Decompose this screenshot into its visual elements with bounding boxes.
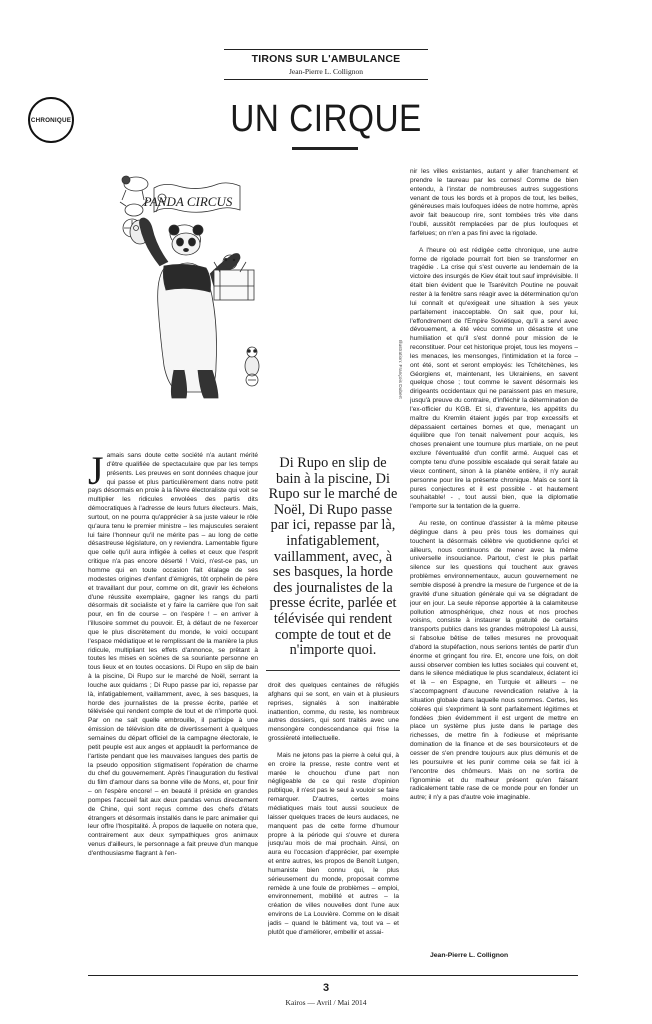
paragraph: droit des quelques centaines de réfugiés afghans qui se sont, en vain et à plusieurs reprises, signalés à son inaltérable inattention, comme, du reste, les nombreux autres dossiers, qui sont traités avec une mensongère condescendance qui frise la grossièreté intellectuelle. [268,682,399,743]
pull-quote-rule [266,670,400,671]
paragraph: Au reste, on continue d'assister à la même piteuse déglingue dans à peu près tous les domaines qui touchent la désormais célèbre vie quotidienne qu'ici et ailleurs, nous continuons de mener avec la même universelle insouciance. Partout, c'est le plus parfait silence sur les questions qui touchent aux graves problèmes environnementaux, aucun gouvernement ne semble disposé à prendre la mesure de l'urgence et de la gravité d'une situation générale qui va se dégradant de jour en jour. La seule réponse apportée à la calamiteuse pollution atmosphérique, chez nous et nos proches voisins, consiste à instaurer la gratuité de certains transports publics dans les grandes métropoles! Là aussi, si l'absolue bêtise de telles mesures ne provoquait d'abord la stupéfaction, nous serions tentés de partir d'un énorme et grinçant fou rire. Et, encore une fois, on doit aussi observer combien les luttes sociales qui couvent et, dans le silence médiatique le plus scandaleux, éclatent ici et là – en Espagne, en Turquie et ailleurs – ne s'accompagnent d'aucune revendication relative à la situation globale dans laquelle nous sommes. Certes, les colères qui s'expriment là sont parfaitement légitimes et fondées ;bien évidemment il est urgent de mettre en place un système plus juste dans le partage des richesses, de mettre fin à l'odieuse et méprisante domination de la finance et de ses boursicoteurs et de cesser de s'en prendre toujours aux plus démunis et de les poursuivre et les punir comme cela se fait ici à l'encontre des chômeurs. Mais on ne sortira de l'ignominie et du malheur présent qu'en faisant radicalement table rase de ce monde pour en fonder un autre; il n'y a pas d'autre voie imaginable. [410,520,578,802]
paragraph: amais sans doute cette société n'a autant mérité d'être qualifiée de spectaculaire que par les temps présents. Les preuves en sont données chaque jour qui passe et plus particulièrement dans notre petit pays désormais en proie à la fièvre électoraliste qui voit se multiplier les ridicules envolées des partis dits démocratiques à l'adresse de leurs futurs électeurs. Mais, surtout, on ne pourra qu'apprécier à sa juste valeur le rôle qu'aura tenu le premier ministre – les majuscules seraient lui faire l'honneur qu'il ne mérite pas – au long de cette désastreuse législature, on y reviendra. Lamentable figure que celle qu'il aura infligée à celles et ceux que l'esprit critique n'a pas encore déserté ! Voici, n'est-ce pas, un homme qui en toute occasion fait étalage de ses modestes origines d'enfant d'émigrés, tôt orphelin de père et travaillant dur pour, comme on dit, gravir les échelons d'une réussite exemplaire, gagner les rangs du parti désormais dit socialiste et y faire la carrière que l'on sait pour, en fin de course – on l'espère ! – en arriver à l'illusoire sommet du pouvoir. Et, à défaut de ne l'exercer que le plus discrètement du monde, le voici occupant l'espace médiatique et le remplissant de la manière la plus ridicule, multipliant les effets d'annonce, se prêtant à toutes les mises en scènes de sa souriante personne en tous lieux et en toutes occasions. Di Rupo en slip de bain à la piscine, Di Rupo sur le marché de Noël, serrant la louche aux quidams ; Di Rupo passe par ici, repasse par là, infatigablement, vaillamment, avec, à ses basques, la horde des journalistes de la presse écrite, parlée et télévisée qui rendent compte de tout et de n'importe quoi. Par on ne sait quelle embrouille, il participe à une émission de télévision dite de divertissement à quelques semaines du départ officiel de la campagne électorale, le petit peuple est aux anges et applaudit la performance de l'artiste pendant que les mauvaises langues des partis de la pseudo opposition stigmatisent l'opération de charme du chef du gouvernement. Après l'inauguration du festival du film d'amour dans sa bonne ville de Mons, et, pour finir – on l'espère encore! – en beauté il préside en grandes pompes l'accueil fait aux deux pandas venus directement de Chine, qui sont reçus comme des chefs d'états étrangers et désormais installés dans le parc animalier qui leur offre l'hospitalité. À propos de laquelle on notera que, contrairement aux deux sympathiques gros animaux venus d'ailleurs, le personnage a fait preuve d'un manque d'enthousiasme flagrant à l'en- [88,452,258,857]
article-column-middle [268,682,399,957]
credit-text: Illustration: François Dubert [397,340,402,399]
illustration-credit [394,340,404,450]
author-byline: Jean-Pierre L. Collignon [289,67,363,76]
page-number: 3 [322,982,330,994]
footer-rule [88,975,578,976]
drop-cap: J [88,452,104,493]
top-rule [224,49,428,50]
headline-underline [292,147,358,150]
pull-quote: Di Rupo en slip de bain à la piscine, Di Rupo sur le marché de Noël, Di Rupo passe par ici, repasse par là, infatigablement, vaillamment, avec, à ses basques, la horde des journalistes de la presse écrite, parlée et télévisée qui rendent compte de tout et de n'importe quoi. [268,455,398,659]
paragraph: Mais ne jetons pas la pierre à celui qui, à en croire la presse, reste contre vent et marée le chouchou d'une part non négligeable de ce qui reste d'opinion publique, il n'est pas le seul à vouloir se faire remarquer. D'autres, certes moins médiatiques mais tout aussi soucieux de laisser quelques traces de leurs audaces, ne manquent pas de cette forme d'humour propre à la période qui s'ouvre et durera jusqu'au mois de mai prochain. Ainsi, on aura eu l'occasion d'apprécier, par exemple et entre autres, les propos de Benoît Lutgen, humaniste bien connu qui, le plus sérieusement du monde, proposait comme remède à une foule de problèmes – emploi, environnement, mobilité et autres – la création de villes nouvelles dont l'une aux environs de La Louvière. Comme on le disait jadis – quand le bâtiment va, tout va – et plutôt que d'améliorer, embellir et assai- [268,751,399,936]
article-signature: Jean-Pierre L. Collignon [430,952,509,959]
section-title: TIRONS SUR L'AMBULANCE [251,53,401,65]
circus-sign-text: PANDA CIRCUS [143,194,233,209]
paragraph: A l'heure où est rédigée cette chronique, une autre forme de rigolade pourrait fort bien se transformer en tragédie . La crise qui s'est ouverte au lendemain de la victoire des insurgés de Kiev était tout sauf imprévisible. Il était bien évident que le Tsarévitch Poutine ne pouvait rester à la fenêtre sans réagir avec la détermination qu'on lui connaît et qu'exigeait une situation à ses yeux parfaitement inacceptable. On sait que, pour lui, l'effondrement de l'Empire Soviétique, qu'il a servi avec dévouement, a été vécu comme un désastre et une humiliation et qu'il s'est donné pour mission de le reconstituer. Pour cet historique projet, tous les moyens – les menaces, les mensonges, l'intimidation et la force – ont été, sont et seront employés: les Tchétchènes, les Géorgiens et, maintenant, les Ukrainiens, en savent quelque chose ; tout comme le savent désormais les dirigeants occidentaux qui ne paraissent pas en mesure, jusqu'à preuve du contraire, d'infléchir la détermination de l'ex-officier du KGB. Et si, d'aventure, les appétits du maître du Kremlin étaient jugés par trop excessifs et dépassaient certaines bornes et que, menaçant un équilibre que l'on tenait naïvement pour acquis, les choses prenaient une tournure plus martiale, on ne peut exclure l'éventualité d'un conflit armé. Auquel cas et compte tenu d'une possible escalade qui serait fatale au vieux continent, sinon à la planète entière, il n'y aurait personne pour lire la présente chronique. Mais ce sont là pures conjectures et il est possible - et hautement souhaitable! - , tout aussi bien, que la diplomatie l'emporte sur la tentation de la guerre. [410,246,578,511]
badge-label: CHRONIQUE [30,116,72,124]
article-column-right [410,168,578,958]
article-column-left [88,452,258,960]
publication-footer: Kairos — Avril / Mai 2014 [285,998,367,1007]
headline: UN CIRQUE [230,98,422,140]
panda-circus-drawing [102,170,262,420]
header-rule [224,79,428,80]
paragraph: nir les villes existantes, autant y aller franchement et prendre le taureau par les cornes! Comme de bien entendu, à l'instar de nombreuses autres suggestions venant de tous les bords et à propos de tout, les belles, généreuses mais loufoques idées de notre homme, après avoir fait beaucoup rire, sont tombées très vite dans l'oubli, aussitôt remplacées par de plus loufoques et farfelues; on n'en a pas fini avec la rigolade. [410,168,578,237]
panda-circus-illustration [102,170,262,420]
